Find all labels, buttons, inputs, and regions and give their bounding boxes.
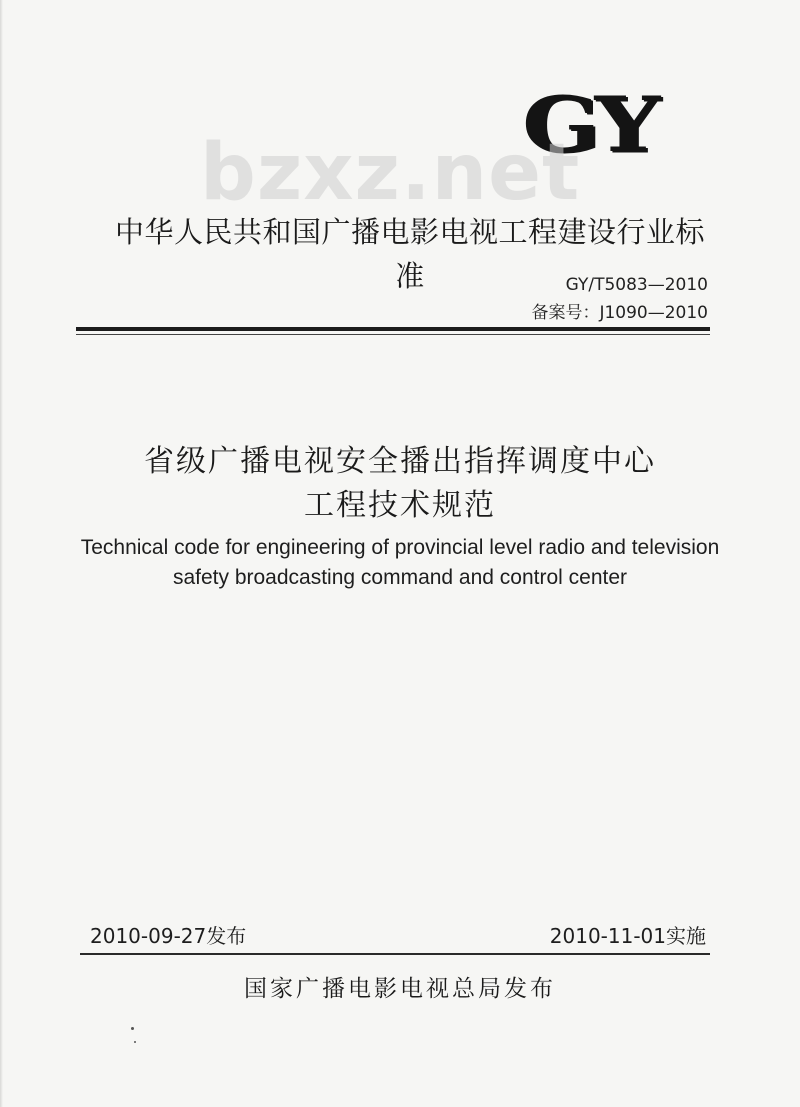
scan-speck	[134, 1041, 136, 1043]
title-chinese-line1: 省级广播电视安全播出指挥调度中心	[144, 444, 656, 479]
scan-speck	[131, 1027, 134, 1030]
issue-date: 2010-09-27发布	[90, 924, 247, 948]
header-divider-thick	[76, 327, 710, 331]
publisher: 国家广播电影电视总局发布	[244, 976, 556, 1002]
industry-standard-title: 中华人民共和国广播电影电视工程建设行业标准	[114, 215, 705, 293]
record-number: 备案号：J1090—2010	[531, 303, 708, 323]
title-english-line2: safety broadcasting command and control center	[172, 566, 628, 589]
standard-number: GY/T5083—2010	[565, 275, 708, 295]
gy-logo: GY	[522, 80, 655, 170]
footer-divider	[80, 953, 710, 955]
watermark: bzxz.net	[200, 128, 581, 218]
page-edge-shadow	[0, 0, 3, 1107]
title-chinese-line2: 工程技术规范	[304, 488, 496, 523]
title-english-line1: Technical code for engineering of provincial level radio and television	[80, 536, 720, 559]
implementation-date: 2010-11-01实施	[549, 924, 706, 948]
header-divider-thin	[76, 334, 710, 335]
